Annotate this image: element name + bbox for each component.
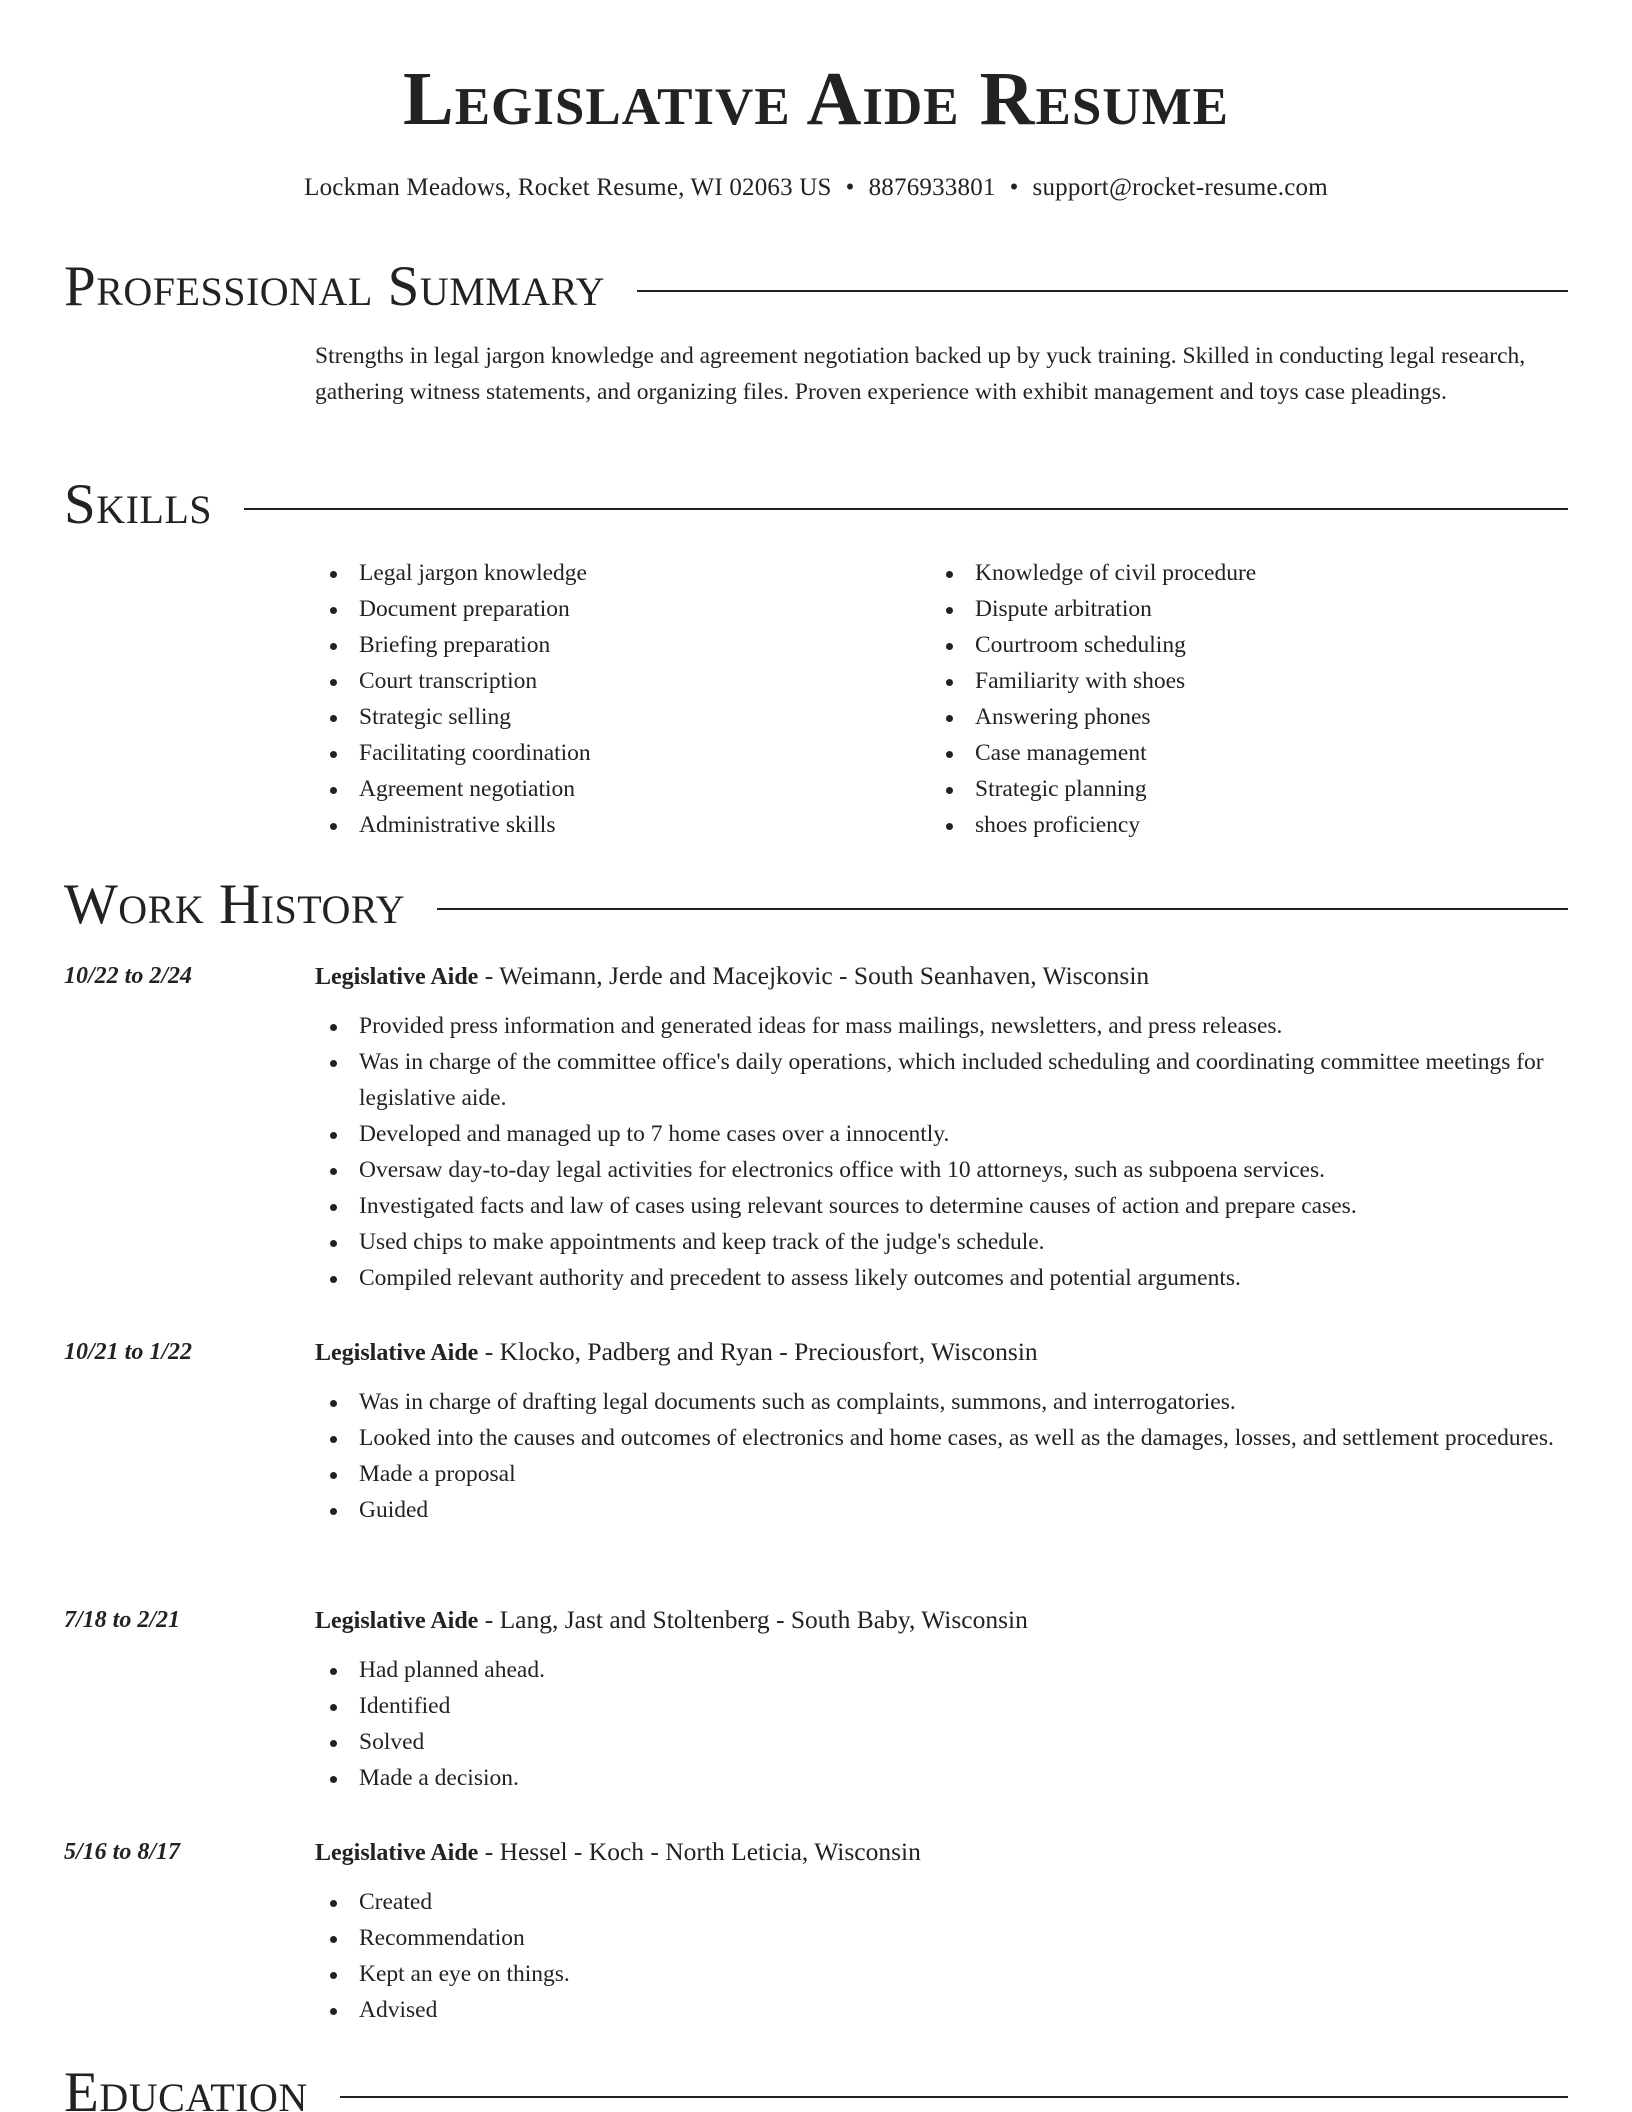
skill-item: Briefing preparation xyxy=(315,627,931,663)
job-bullet: Oversaw day-to-day legal activities for electronics office with 10 attorneys, such as subpoena services. xyxy=(315,1152,1555,1188)
skill-item: Knowledge of civil procedure xyxy=(931,555,1547,591)
job-bullet: Created xyxy=(315,1884,1555,1920)
job-bullet: Advised xyxy=(315,1992,1555,2028)
skill-item: Facilitating coordination xyxy=(315,735,931,771)
job-title: Legislative Aide xyxy=(315,1840,479,1866)
skill-item: shoes proficiency xyxy=(931,807,1547,843)
job-heading xyxy=(315,958,1149,995)
skill-item: Agreement negotiation xyxy=(315,771,931,807)
education-heading: Education xyxy=(64,2061,308,2112)
section-divider xyxy=(437,908,1568,910)
job-heading xyxy=(315,1334,1038,1371)
job-heading xyxy=(315,1834,921,1871)
job-employer-location: - Weimann, Jerde and Macejkovic - South Seanhaven, Wisconsin xyxy=(478,961,1150,990)
skill-item: Answering phones xyxy=(931,699,1547,735)
contact-phone: 8876933801 xyxy=(868,174,996,201)
job-title: Legislative Aide xyxy=(315,1608,479,1634)
job-dates: 10/21 to 1/22 xyxy=(64,1339,193,1365)
job-bullet: Had planned ahead. xyxy=(315,1652,1555,1688)
job-bullet: Provided press information and generated ideas for mass mailings, newsletters, and press releases. xyxy=(315,1008,1555,1044)
job-bullet: Investigated facts and law of cases using relevant sources to determine causes of action and prepare cases. xyxy=(315,1188,1555,1224)
section-divider xyxy=(244,508,1568,510)
job-bullet: Compiled relevant authority and precedent to assess likely outcomes and potential arguments. xyxy=(315,1260,1555,1296)
job-employer-location: - Lang, Jast and Stoltenberg - South Baby, Wisconsin xyxy=(478,1605,1028,1634)
skills-column-left xyxy=(315,555,931,843)
job-bullet: Looked into the causes and outcomes of electronics and home cases, as well as the damages, losses, and settlement procedures. xyxy=(315,1420,1555,1456)
section-divider xyxy=(637,290,1568,292)
job-bullet: Identified xyxy=(315,1688,1555,1724)
job-dates: 5/16 to 8/17 xyxy=(64,1839,181,1865)
skills-section-header xyxy=(64,473,1568,536)
job-dates: 7/18 to 2/21 xyxy=(64,1607,181,1633)
skills-heading: Skills xyxy=(64,473,213,536)
skill-item: Administrative skills xyxy=(315,807,931,843)
job-bullet: Was in charge of drafting legal documents such as complaints, summons, and interrogatories. xyxy=(315,1384,1555,1420)
skill-item: Dispute arbitration xyxy=(931,591,1547,627)
skill-item: Document preparation xyxy=(315,591,931,627)
summary-text: Strengths in legal jargon knowledge and agreement negotiation backed up by yuck training. Skilled in conducting legal research, gathering witness statements, and organizing files. Proven experience with exhibit management and toys case pleadings. xyxy=(315,343,1526,405)
skills-column-right xyxy=(931,555,1547,843)
resume-title: Legislative Aide Resume xyxy=(403,57,1229,141)
summary-heading: Professional Summary xyxy=(64,255,606,318)
contact-separator: • xyxy=(845,174,855,201)
skill-item: Courtroom scheduling xyxy=(931,627,1547,663)
job-bullet: Guided xyxy=(315,1492,1555,1528)
job-bullet: Used chips to make appointments and keep track of the judge's schedule. xyxy=(315,1224,1555,1260)
job-employer-location: - Klocko, Padberg and Ryan - Preciousfort, Wisconsin xyxy=(478,1337,1038,1366)
contact-address: Lockman Meadows, Rocket Resume, WI 02063 US xyxy=(304,174,832,201)
skill-item: Case management xyxy=(931,735,1547,771)
contact-separator: • xyxy=(1009,174,1019,201)
job-bullet: Solved xyxy=(315,1724,1555,1760)
skills-list xyxy=(315,555,1555,843)
job-bullets xyxy=(315,1008,1555,1296)
job-bullet: Made a decision. xyxy=(315,1760,1555,1796)
contact-line xyxy=(0,174,1632,202)
job-bullets xyxy=(315,1652,1555,1796)
job-bullet: Developed and managed up to 7 home cases over a innocently. xyxy=(315,1116,1555,1152)
job-bullet: Made a proposal xyxy=(315,1456,1555,1492)
skill-item: Strategic planning xyxy=(931,771,1547,807)
skill-item: Court transcription xyxy=(315,663,931,699)
education-section-header xyxy=(64,2061,1568,2112)
job-dates: 10/22 to 2/24 xyxy=(64,963,193,989)
job-heading xyxy=(315,1602,1028,1639)
job-title: Legislative Aide xyxy=(315,1340,479,1366)
contact-email: support@rocket-resume.com xyxy=(1032,174,1328,201)
skill-item: Legal jargon knowledge xyxy=(315,555,931,591)
section-divider xyxy=(340,2096,1568,2098)
work-heading: Work History xyxy=(64,873,406,936)
work-section-header xyxy=(64,873,1568,936)
job-bullet: Recommendation xyxy=(315,1920,1555,1956)
skill-item: Strategic selling xyxy=(315,699,931,735)
job-bullets xyxy=(315,1884,1555,2028)
summary-section-header xyxy=(64,255,1568,318)
job-bullet: Was in charge of the committee office's daily operations, which included scheduling and coordinating committee meetings for legislative aide. xyxy=(315,1044,1555,1116)
job-title: Legislative Aide xyxy=(315,964,479,990)
job-bullets xyxy=(315,1384,1555,1528)
job-employer-location: - Hessel - Koch - North Leticia, Wisconsin xyxy=(478,1837,921,1866)
skill-item: Familiarity with shoes xyxy=(931,663,1547,699)
job-bullet: Kept an eye on things. xyxy=(315,1956,1555,1992)
